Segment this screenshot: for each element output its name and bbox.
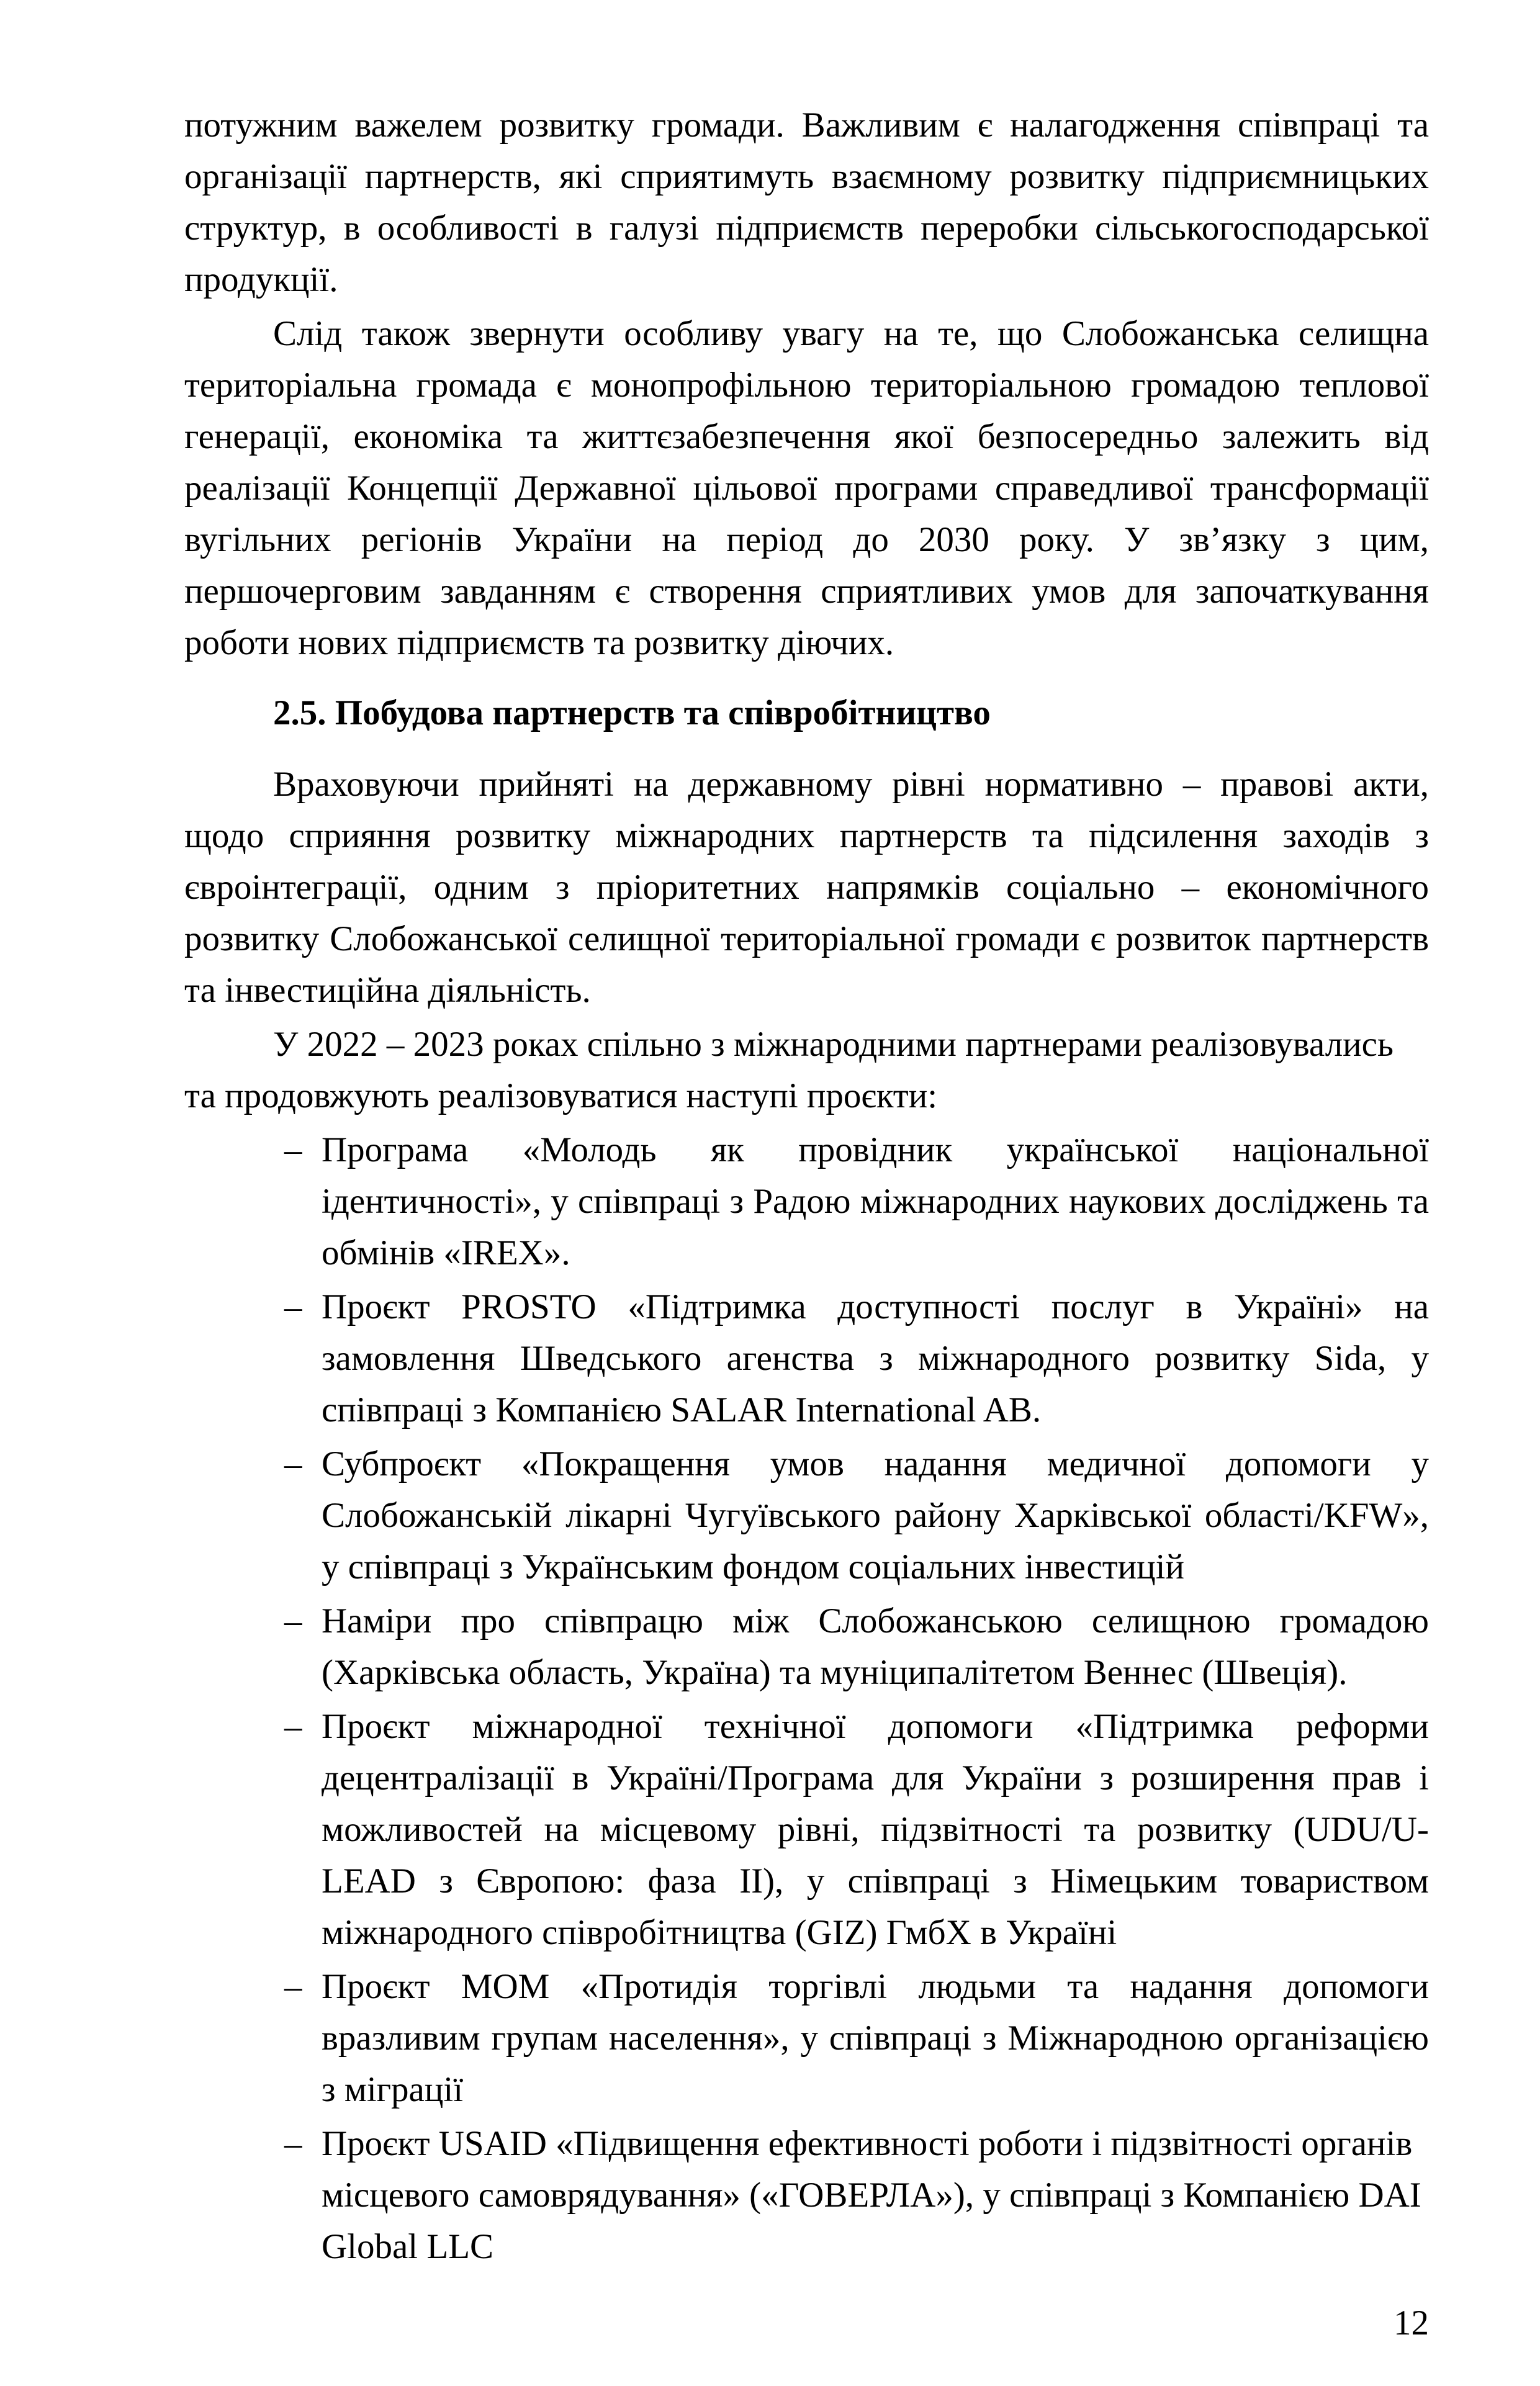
- paragraph: Враховуючи прийняті на державному рівні нормативно – правові акти, щодо сприяння розвитку міжнародних партнерств та підсилення заходів з євроінтеграції, одним з пріоритетних напрямків соціально – економічного розвитку Слобожанської селищної територіальної громади є розвиток партнерств та інвестиційна діяльність.: [184, 765, 1429, 1010]
- list-item-text: Проєкт МОМ «Протидія торгівлі людьми та надання допомоги вразливим групам населення», у співпраці з Міжнародною організацією з міграції: [322, 1967, 1429, 2109]
- list-dash: –: [284, 1601, 302, 1641]
- list-item-text: Проєкт PROSTO «Підтримка доступності послуг в Україні» на замовлення Шведського агенства з міжнародного розвитку Sida, у співпраці з Компанією SALAR International AB.: [322, 1287, 1429, 1429]
- list-item: [184, 1961, 1429, 2115]
- paragraph: потужним важелем розвитку громади. Важливим є налагодження співпраці та організації партнерств, які сприятимуть взаємному розвитку підприємницьких структур, в особливості в галузі підприємств переробки сільськогосподарської продукції.: [184, 106, 1429, 299]
- list-item: [184, 1124, 1429, 1279]
- list-item: [184, 1438, 1429, 1593]
- paragraph: Слід також звернути особливу увагу на те, що Слобожанська селищна територіальна громада є монопрофільною територіальною громадою теплової генерації, економіка та життєзабезпечення якої безпосередньо залежить від реалізації Концепції Державної цільової програми справедливої трансформації вугільних регіонів України на період до 2030 року. У зв’язку з цим, першочерговим завданням є створення сприятливих умов для започаткування роботи нових підприємств та розвитку діючих.: [184, 314, 1429, 662]
- list-item: [184, 1595, 1429, 1698]
- list-dash: –: [284, 1130, 302, 1169]
- list-dash: –: [284, 1707, 302, 1746]
- paragraph: У 2022 – 2023 роках спільно з міжнародними партнерами реалізовувались та продовжують реалізовуватися наступі проєкти:: [184, 1025, 1394, 1115]
- page-number: 12: [1394, 2303, 1429, 2343]
- list-item-text: Субпроєкт «Покращення умов надання медичної допомоги у Слобожанській лікарні Чугуївського району Харківської області/KFW», у співпраці з Українським фондом соціальних інвестицій: [322, 1444, 1429, 1587]
- list-item: [184, 1701, 1429, 1958]
- list-dash: –: [284, 2124, 302, 2163]
- list-item-text: Наміри про співпрацю між Слобожанською селищною громадою (Харківська область, Україна) та муніципалітетом Веннес (Швеція).: [322, 1601, 1429, 1692]
- list-item: [184, 1281, 1429, 1436]
- page-body: [184, 0, 1429, 2386]
- list-dash: –: [284, 1287, 302, 1326]
- projects-list: [184, 1124, 1429, 2272]
- list-item-text: Проєкт USAID «Підвищення ефективності роботи і підзвітності органів місцевого самоврядування» («ГОВЕРЛА»), у співпраці з Компанією DAI Global LLC: [322, 2124, 1421, 2266]
- section-heading: 2.5. Побудова партнерств та співробітництво: [273, 693, 991, 732]
- list-item: [184, 2118, 1429, 2272]
- list-item-text: Програма «Молодь як провідник української національної ідентичності», у співпраці з Радою міжнародних наукових досліджень та обмінів «IREX».: [322, 1130, 1429, 1272]
- list-item-text: Проєкт міжнародної технічної допомоги «Підтримка реформи децентралізації в Україні/Програма для України з розширення прав і можливостей на місцевому рівні, підзвітності та розвитку (UDU/U-LEAD з Європою: фаза ІІ), у співпраці з Німецьким товариством міжнародного співробітництва (GIZ) ГмбХ в Україні: [322, 1707, 1429, 1952]
- list-dash: –: [284, 1967, 302, 2006]
- list-dash: –: [284, 1444, 302, 1483]
